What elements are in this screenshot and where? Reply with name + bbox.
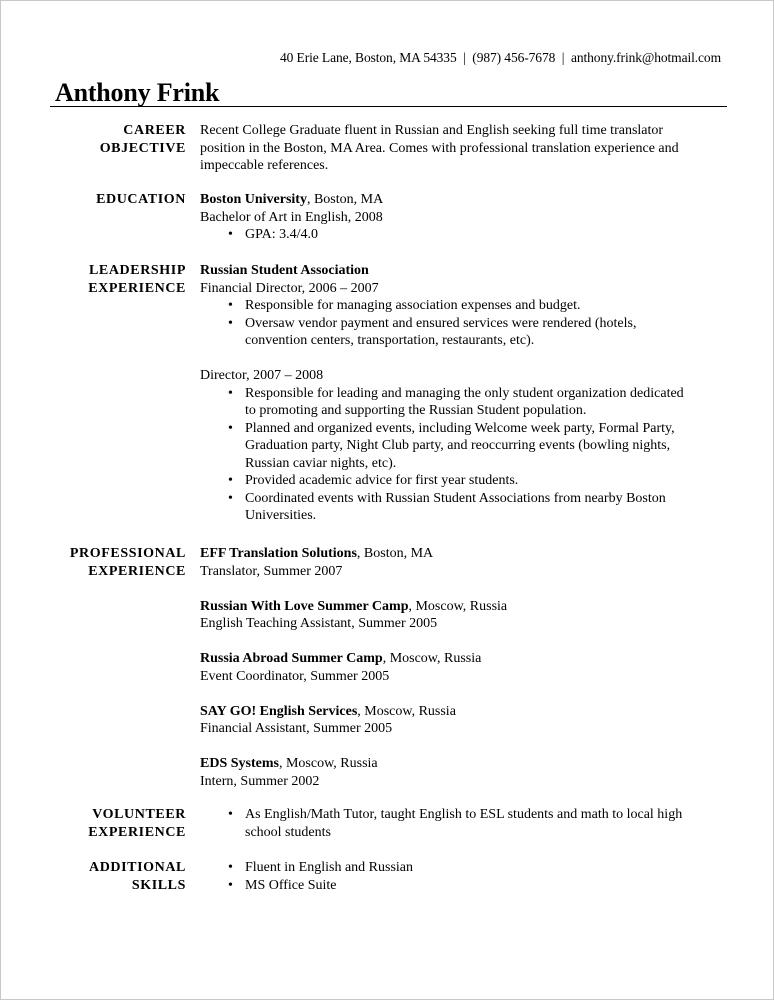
section-label — [50, 806, 186, 841]
job-org-name: SAY GO! English Services — [200, 703, 358, 719]
list-item — [200, 490, 725, 525]
school-location: , Boston, MA — [306, 192, 384, 207]
list-item-text: GPA: 3.4/4.0 — [245, 227, 319, 242]
candidate-name: Anthony Frink — [55, 78, 220, 107]
bullet-icon: • — [228, 807, 233, 822]
bullet-icon: • — [228, 877, 233, 893]
job-title: Event Coordinator, Summer 2005 — [200, 668, 390, 684]
list-item — [200, 315, 725, 350]
job-org — [200, 703, 725, 721]
section-label — [50, 262, 186, 297]
label-line: PROFESSIONAL — [69, 546, 186, 561]
objective-line: impeccable references. — [200, 158, 329, 173]
list-item — [200, 472, 725, 490]
list-item — [200, 877, 725, 895]
list-item-text: Provided academic advice for first year students. — [245, 473, 519, 488]
list-item — [200, 297, 725, 315]
job-location: , Moscow, Russia — [278, 756, 378, 771]
education-bullets — [200, 226, 725, 244]
list-item — [200, 385, 725, 420]
job-title: Translator, Summer 2007 — [200, 563, 343, 579]
objective-line: Recent College Graduate fluent in Russian and English seeking full time translator — [200, 123, 664, 138]
label-line: EDUCATION — [96, 192, 186, 207]
bullet-icon: • — [228, 227, 233, 242]
job-org — [200, 755, 725, 773]
job-title: Intern, Summer 2002 — [200, 773, 320, 789]
job-location: , Moscow, Russia — [382, 651, 482, 666]
list-item — [200, 806, 725, 841]
spacer — [200, 580, 725, 598]
list-item — [200, 420, 725, 473]
leadership-body — [200, 262, 725, 525]
list-item-text: Fluent in English and Russian — [245, 860, 413, 875]
professional-body — [200, 545, 725, 790]
list-item-text: convention centers, transportation, restaurants, etc). — [245, 333, 535, 348]
section-label — [50, 122, 186, 157]
degree: Bachelor of Art in English, 2008 — [200, 209, 383, 225]
list-item-text: MS Office Suite — [245, 877, 337, 893]
label-line: OBJECTIVE — [99, 140, 186, 156]
job-title: English Teaching Assistant, Summer 2005 — [200, 616, 438, 631]
job-location: , Moscow, Russia — [408, 598, 508, 614]
bullet-icon: • — [228, 315, 233, 331]
list-item-text: Responsible for managing association expenses and budget. — [245, 298, 581, 313]
spacer — [200, 738, 725, 756]
list-item-text: Responsible for leading and managing the only student organization dedicated — [245, 385, 684, 401]
objective-line: position in the Boston, MA Area. Comes with professional translation experience and — [200, 140, 679, 156]
volunteer-body — [200, 806, 725, 841]
bullet-icon: • — [228, 860, 233, 875]
list-item-text: As English/Math Tutor, taught English to ESL students and math to local high — [245, 807, 683, 822]
objective-text — [200, 122, 725, 175]
job-location: , Moscow, Russia — [357, 703, 456, 719]
header-rule — [50, 106, 727, 107]
role2-bullets — [200, 385, 725, 525]
job-title: Financial Assistant, Summer 2005 — [200, 721, 393, 736]
spacer — [200, 633, 725, 651]
job-location: , Boston, MA — [356, 546, 434, 561]
list-item — [200, 859, 725, 877]
list-item-text: Universities. — [245, 508, 317, 523]
list-item-text: to promoting and supporting the Russian Student population. — [245, 403, 587, 418]
role1-bullets — [200, 297, 725, 350]
school-line — [200, 191, 725, 209]
list-item-text: Coordinated events with Russian Student Associations from nearby Boston — [245, 490, 666, 506]
list-item — [200, 226, 725, 244]
school-name: Boston University — [200, 192, 307, 207]
job-org-name: Russia Abroad Summer Camp — [200, 651, 383, 666]
contact-line: 40 Erie Lane, Boston, MA 54335 | (987) 456-7678 | anthony.frink@hotmail.com — [279, 50, 721, 65]
job-org — [200, 545, 725, 563]
list-item-text: Russian caviar nights, etc). — [245, 455, 397, 471]
job-org — [200, 650, 725, 668]
role-title: Director, 2007 – 2008 — [200, 368, 324, 383]
education-body — [200, 191, 725, 244]
bullet-icon: • — [228, 490, 233, 506]
bullet-icon: • — [228, 385, 233, 401]
label-line: VOLUNTEER — [92, 807, 186, 822]
org-name-text: Russian Student Association — [200, 263, 369, 278]
job-org-name: EDS Systems — [200, 756, 279, 771]
label-line: EXPERIENCE — [88, 280, 186, 296]
label-line: EXPERIENCE — [88, 824, 186, 840]
bullet-icon: • — [228, 298, 233, 313]
section-label — [50, 859, 186, 894]
list-item-text: Oversaw vendor payment and ensured services were rendered (hotels, — [245, 315, 637, 331]
skills-bullets — [200, 859, 725, 894]
list-item-text: Graduation party, Night Club party, and reoccurring events (bowling nights, — [245, 438, 671, 453]
job-org-name: EFF Translation Solutions — [200, 546, 357, 561]
bullet-icon: • — [228, 473, 233, 488]
spacer — [200, 685, 725, 703]
section-label — [50, 191, 186, 209]
spacer — [200, 350, 725, 368]
skills-body — [200, 859, 725, 894]
label-line: CAREER — [123, 123, 186, 138]
role-title: Financial Director, 2006 – 2007 — [200, 280, 379, 296]
volunteer-bullets — [200, 806, 725, 841]
org-name — [200, 262, 725, 280]
section-label — [50, 545, 186, 580]
list-item-text: Planned and organized events, including Welcome week party, Formal Party, — [245, 420, 675, 436]
label-line: SKILLS — [131, 877, 186, 893]
job-org — [200, 598, 725, 616]
label-line: LEADERSHIP — [88, 263, 186, 278]
job-org-name: Russian With Love Summer Camp — [200, 598, 409, 614]
label-line: ADDITIONAL — [88, 860, 186, 875]
bullet-icon: • — [228, 420, 233, 436]
label-line: EXPERIENCE — [88, 563, 186, 579]
list-item-text: school students — [245, 824, 331, 840]
